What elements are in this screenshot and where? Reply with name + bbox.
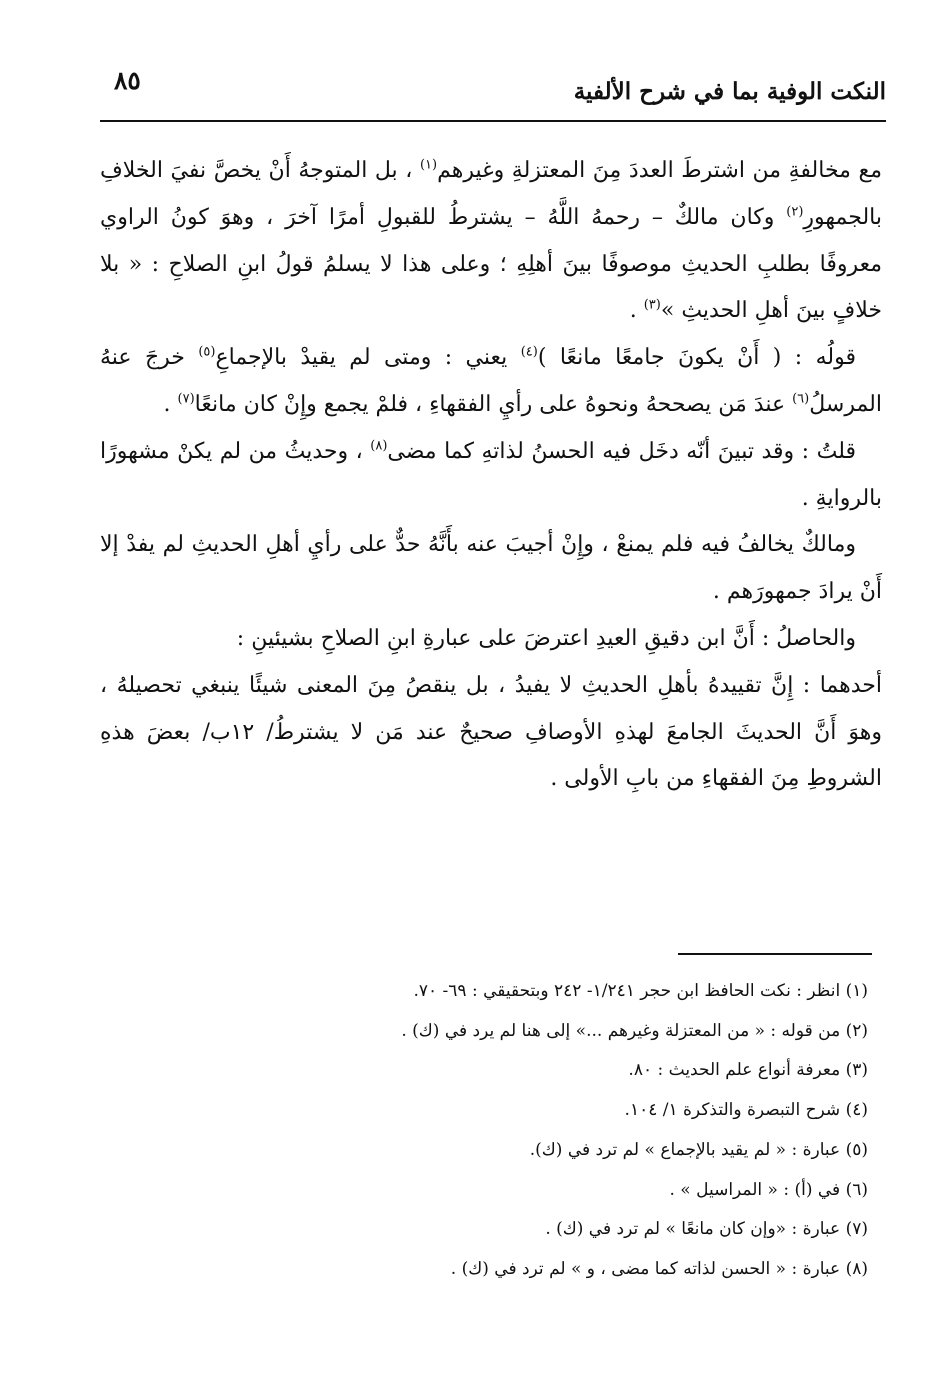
- footnote: (١) انظر : نكت الحافظ ابن حجر ١/٢٤١- ٢٤٢ وبتحقيقي : ٦٩- ٧٠.: [413, 981, 868, 1001]
- text-run: يعني : ومتى لم يقيدْ بالإجماعِ: [215, 345, 521, 371]
- text-run: قلتُ : وقد تبينَ أنّه دخَل فيه الحسنُ لذاتهِ كما مضى: [387, 438, 857, 464]
- footnote: (٦) في (أ) : « المراسيل » .: [669, 1179, 868, 1200]
- text-run: ومالكٌ يخالفُ فيه فلم يمنعْ ، وإِنْ أجيبَ عنه بأَنَّهُ حدٌّ على رأيِ أهلِ الحديثِ لم يفدْ إلا أَنْ يرادَ جمهورَهم .: [100, 532, 882, 605]
- footnote-ref: (٤): [520, 344, 538, 360]
- footnote-ref: (٨): [370, 438, 388, 454]
- footnote-ref: (٦): [792, 391, 810, 407]
- paragraph: [100, 663, 882, 803]
- text-run: والحاصلُ : أَنَّ ابن دقيقِ العيدِ اعترضَ على عبارةِ ابنِ الصلاحِ بشيئينِ :: [236, 625, 856, 651]
- running-title: النكت الوفية بما في شرح الألفية: [573, 78, 886, 105]
- page-header: [100, 62, 886, 116]
- paragraph: [100, 429, 882, 523]
- paragraph: [100, 522, 882, 616]
- main-text: [100, 148, 882, 803]
- text-run: .: [629, 298, 644, 324]
- paragraph: [100, 616, 882, 663]
- footnote-ref: (٧): [177, 391, 195, 407]
- footnote: (٥) عبارة : « لم يقيد بالإجماع » لم ترد في (ك).: [529, 1139, 868, 1160]
- footnote-ref: (٣): [643, 298, 661, 314]
- text-run: أحدهما : إِنَّ تقييدهُ بأهلِ الحديثِ لا يفيدُ ، بل ينقصُ مِنَ المعنى شيئًا ينبغي تحصيلهُ ، وهوَ أَنَّ الحديثَ الجامعَ لهذهِ الأوصافِ صحيحٌ عند مَن لا يشترطُ/ ١٢ب/ بعضَ هذهِ الشروطِ مِنَ الفقهاءِ من بابِ الأولى .: [100, 672, 882, 792]
- header-rule: [100, 120, 886, 122]
- footnote-ref: (٥): [198, 344, 216, 360]
- footnote: (٢) من قوله : « من المعتزلة وغيرهم ...» إلى هنا لم يرد في (ك) .: [401, 1020, 868, 1041]
- text-run: ، وحديثُ من لم يكنْ مشهورًا بالروايةِ .: [100, 438, 882, 511]
- footnote-ref: (١): [419, 157, 438, 173]
- page-number: ٨٥: [114, 66, 141, 95]
- text-run: عندَ مَن يصححهُ ونحوهُ على رأيِ الفقهاءِ ، فلمْ يجمع وإِنْ كان مانعًا: [194, 391, 793, 417]
- footnote-ref: (٢): [786, 204, 804, 220]
- footnotes: [200, 972, 868, 1290]
- text-run: مع مخالفةِ من اشترطَ العددَ مِنَ المعتزلةِ وغيرهم: [437, 158, 882, 183]
- paragraph: [100, 148, 882, 335]
- paragraph: [100, 335, 882, 429]
- text-run: ، بل المتوجهُ أَنْ يخصَّ نفيَ الخلافِ بالجمهورِ: [100, 158, 882, 230]
- text-run: قولُه : ( أَنْ يكونَ جامعًا مانعًا ): [537, 345, 856, 371]
- footnote: (٨) عبارة : « الحسن لذاته كما مضى ، و » لم ترد في (ك) .: [450, 1258, 868, 1279]
- footnote-rule: [678, 953, 872, 955]
- footnote: (٧) عبارة : «وإن كان مانعًا » لم ترد في (ك) .: [545, 1219, 868, 1240]
- footnote: (٤) شرح التبصرة والتذكرة ١/ ١٠٤.: [624, 1100, 868, 1121]
- text-run: .: [163, 391, 178, 417]
- footnote: (٣) معرفة أنواع علم الحديث : ٨٠.: [628, 1060, 868, 1081]
- text-run: وكان مالكٌ – رحمهُ اللَّهُ – يشترطُ للقبولِ أمرًا آخرَ ، وهوَ كونُ الراوي معروفًا بطلبِ الحديثِ موصوفًا بينَ أهلِهِ ؛ وعلى هذا لا يسلمُ قولُ ابنِ الصلاحِ : « بلا خلافٍ بينَ أهلِ الحديثِ »: [100, 204, 882, 324]
- text-run: خرجَ عنهُ المرسلُ: [100, 345, 882, 417]
